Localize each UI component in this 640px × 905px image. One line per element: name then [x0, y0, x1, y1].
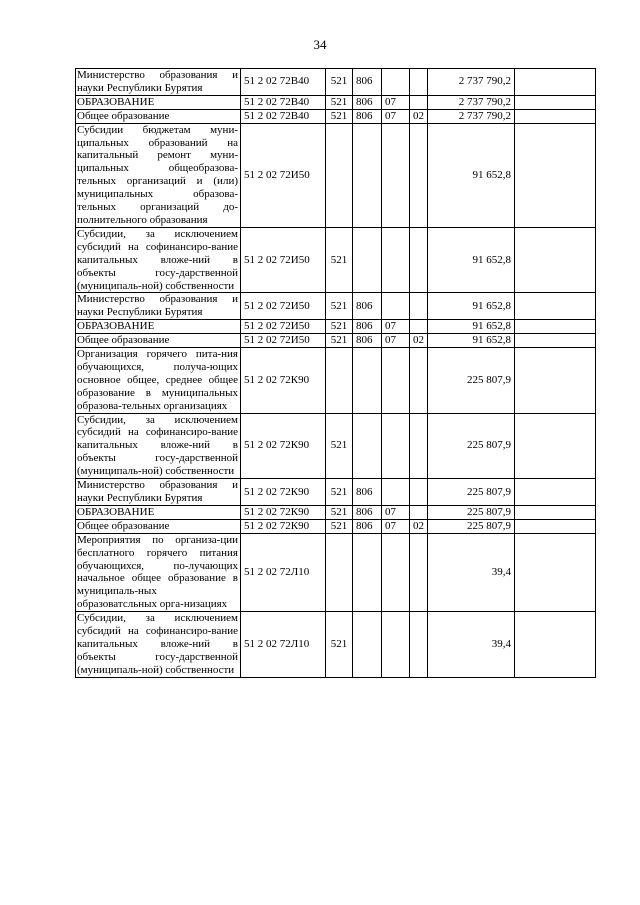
row-code-806-cell: 806 — [353, 95, 382, 109]
row-section-cell: 07 — [382, 95, 410, 109]
budget-table — [75, 68, 596, 678]
row-code-806-cell — [353, 533, 382, 611]
row-section-cell: 07 — [382, 320, 410, 334]
row-code-cell: 51 2 02 72И50 — [241, 123, 326, 227]
row-name-cell: Мероприятия по организа-ции бесплатного горячего питания обучающихся, по-лучающих начальное общее образование в муниципаль-ных образоватсльных орга-низациях — [76, 533, 241, 611]
row-empty-cell — [515, 293, 596, 320]
row-amount-cell: 91 652,8 — [428, 320, 515, 334]
row-code-806-cell — [353, 227, 382, 293]
row-amount-cell: 225 807,9 — [428, 479, 515, 506]
row-code-521-cell: 521 — [326, 293, 353, 320]
row-amount-cell: 2 737 790,2 — [428, 69, 515, 96]
row-amount-cell: 91 652,8 — [428, 293, 515, 320]
row-code-cell: 51 2 02 72И50 — [241, 227, 326, 293]
row-code-521-cell: 521 — [326, 505, 353, 519]
row-name-cell: Министерство образования и науки Республики Бурятия — [76, 479, 241, 506]
table-row — [76, 519, 596, 533]
row-code-806-cell — [353, 123, 382, 227]
row-code-cell: 51 2 02 72Л10 — [241, 612, 326, 678]
row-code-806-cell — [353, 348, 382, 414]
row-name-cell: Общее образование — [76, 109, 241, 123]
row-empty-cell — [515, 334, 596, 348]
row-subsection-cell — [410, 479, 428, 506]
table-row — [76, 69, 596, 96]
row-code-cell: 51 2 02 72К90 — [241, 413, 326, 479]
row-section-cell — [382, 533, 410, 611]
page-number: 34 — [313, 37, 327, 52]
table-row — [76, 334, 596, 348]
row-empty-cell — [515, 519, 596, 533]
table-row — [76, 123, 596, 227]
row-section-cell — [382, 348, 410, 414]
row-section-cell — [382, 293, 410, 320]
row-code-cell: 51 2 02 72К90 — [241, 519, 326, 533]
row-section-cell — [382, 227, 410, 293]
row-amount-cell: 225 807,9 — [428, 348, 515, 414]
row-name-cell: Субсидии бюджетам муни-ципальных образований на капитальный ремонт муни-ципальных общеобразова-тельных организаций и (или) муниципальных образова-тельных организаций до-полнительного образования — [76, 123, 241, 227]
row-code-806-cell: 806 — [353, 109, 382, 123]
row-name-cell: Субсидии, за исключением субсидий на софинансиро-вание капитальных вложе-ний в объекты госу-дарственной (муниципаль-ной) собственности — [76, 413, 241, 479]
row-name-cell: ОБРАЗОВАНИЕ — [76, 505, 241, 519]
row-code-521-cell — [326, 533, 353, 611]
row-section-cell — [382, 612, 410, 678]
row-amount-cell: 91 652,8 — [428, 123, 515, 227]
row-section-cell — [382, 69, 410, 96]
row-code-521-cell: 521 — [326, 227, 353, 293]
row-section-cell: 07 — [382, 334, 410, 348]
row-code-cell: 51 2 02 72К90 — [241, 348, 326, 414]
table-row — [76, 320, 596, 334]
row-empty-cell — [515, 505, 596, 519]
row-code-806-cell: 806 — [353, 69, 382, 96]
row-code-806-cell — [353, 413, 382, 479]
row-amount-cell: 225 807,9 — [428, 505, 515, 519]
row-section-cell: 07 — [382, 505, 410, 519]
row-subsection-cell — [410, 69, 428, 96]
row-code-cell: 51 2 02 72Л10 — [241, 533, 326, 611]
table-row — [76, 293, 596, 320]
row-subsection-cell — [410, 227, 428, 293]
row-name-cell: Общее образование — [76, 334, 241, 348]
row-subsection-cell: 02 — [410, 334, 428, 348]
row-subsection-cell — [410, 505, 428, 519]
row-subsection-cell — [410, 320, 428, 334]
row-code-521-cell: 521 — [326, 413, 353, 479]
row-code-521-cell — [326, 348, 353, 414]
row-code-cell: 51 2 02 72В40 — [241, 69, 326, 96]
row-code-521-cell — [326, 123, 353, 227]
row-code-806-cell: 806 — [353, 479, 382, 506]
row-amount-cell: 91 652,8 — [428, 227, 515, 293]
table-row — [76, 505, 596, 519]
row-code-521-cell: 521 — [326, 479, 353, 506]
row-code-806-cell: 806 — [353, 505, 382, 519]
row-subsection-cell — [410, 533, 428, 611]
row-empty-cell — [515, 348, 596, 414]
row-code-cell: 51 2 02 72К90 — [241, 505, 326, 519]
row-section-cell: 07 — [382, 519, 410, 533]
row-code-cell: 51 2 02 72В40 — [241, 109, 326, 123]
row-code-521-cell: 521 — [326, 320, 353, 334]
table-row — [76, 95, 596, 109]
row-code-cell: 51 2 02 72К90 — [241, 479, 326, 506]
row-amount-cell: 2 737 790,2 — [428, 109, 515, 123]
row-code-cell: 51 2 02 72В40 — [241, 95, 326, 109]
row-code-806-cell: 806 — [353, 334, 382, 348]
row-subsection-cell — [410, 123, 428, 227]
row-section-cell — [382, 413, 410, 479]
table-row — [76, 348, 596, 414]
table-row — [76, 479, 596, 506]
row-code-521-cell: 521 — [326, 334, 353, 348]
row-empty-cell — [515, 533, 596, 611]
row-empty-cell — [515, 109, 596, 123]
row-subsection-cell — [410, 293, 428, 320]
row-code-521-cell: 521 — [326, 612, 353, 678]
row-code-521-cell: 521 — [326, 109, 353, 123]
budget-table-body — [76, 69, 596, 678]
row-empty-cell — [515, 227, 596, 293]
row-section-cell: 07 — [382, 109, 410, 123]
row-code-806-cell — [353, 612, 382, 678]
row-name-cell: Субсидии, за исключением субсидий на софинансиро-вание капитальных вложе-ний в объекты госу-дарственной (муниципаль-ной) собственности — [76, 612, 241, 678]
row-name-cell: Общее образование — [76, 519, 241, 533]
row-name-cell: ОБРАЗОВАНИЕ — [76, 95, 241, 109]
table-row — [76, 227, 596, 293]
row-subsection-cell — [410, 612, 428, 678]
table-row — [76, 413, 596, 479]
row-code-521-cell: 521 — [326, 69, 353, 96]
row-name-cell: Министерство образования и науки Республики Бурятия — [76, 293, 241, 320]
row-subsection-cell — [410, 348, 428, 414]
row-code-806-cell: 806 — [353, 519, 382, 533]
row-name-cell: Организация горячего пита-ния обучающихся, получа-ющих основное общее, среднее общее образование в муниципальных образова-тельных организациях — [76, 348, 241, 414]
row-subsection-cell — [410, 95, 428, 109]
row-name-cell: Министерство образования и науки Республики Бурятия — [76, 69, 241, 96]
row-empty-cell — [515, 320, 596, 334]
row-name-cell: Субсидии, за исключением субсидий на софинансиро-вание капитальных вложе-ний в объекты госу-дарственной (муниципаль-ной) собственности — [76, 227, 241, 293]
table-row — [76, 533, 596, 611]
row-code-cell: 51 2 02 72И50 — [241, 320, 326, 334]
row-empty-cell — [515, 479, 596, 506]
row-subsection-cell — [410, 413, 428, 479]
row-section-cell — [382, 123, 410, 227]
table-row — [76, 109, 596, 123]
row-empty-cell — [515, 612, 596, 678]
row-empty-cell — [515, 123, 596, 227]
table-row — [76, 612, 596, 678]
row-code-806-cell: 806 — [353, 320, 382, 334]
row-subsection-cell: 02 — [410, 109, 428, 123]
row-amount-cell: 225 807,9 — [428, 413, 515, 479]
row-name-cell: ОБРАЗОВАНИЕ — [76, 320, 241, 334]
row-amount-cell: 39,4 — [428, 533, 515, 611]
row-empty-cell — [515, 95, 596, 109]
row-code-806-cell: 806 — [353, 293, 382, 320]
row-code-521-cell: 521 — [326, 519, 353, 533]
row-amount-cell: 91 652,8 — [428, 334, 515, 348]
row-amount-cell: 39,4 — [428, 612, 515, 678]
row-empty-cell — [515, 413, 596, 479]
row-section-cell — [382, 479, 410, 506]
row-amount-cell: 225 807,9 — [428, 519, 515, 533]
row-code-cell: 51 2 02 72И50 — [241, 293, 326, 320]
row-amount-cell: 2 737 790,2 — [428, 95, 515, 109]
row-code-521-cell: 521 — [326, 95, 353, 109]
row-empty-cell — [515, 69, 596, 96]
row-subsection-cell: 02 — [410, 519, 428, 533]
row-code-cell: 51 2 02 72И50 — [241, 334, 326, 348]
